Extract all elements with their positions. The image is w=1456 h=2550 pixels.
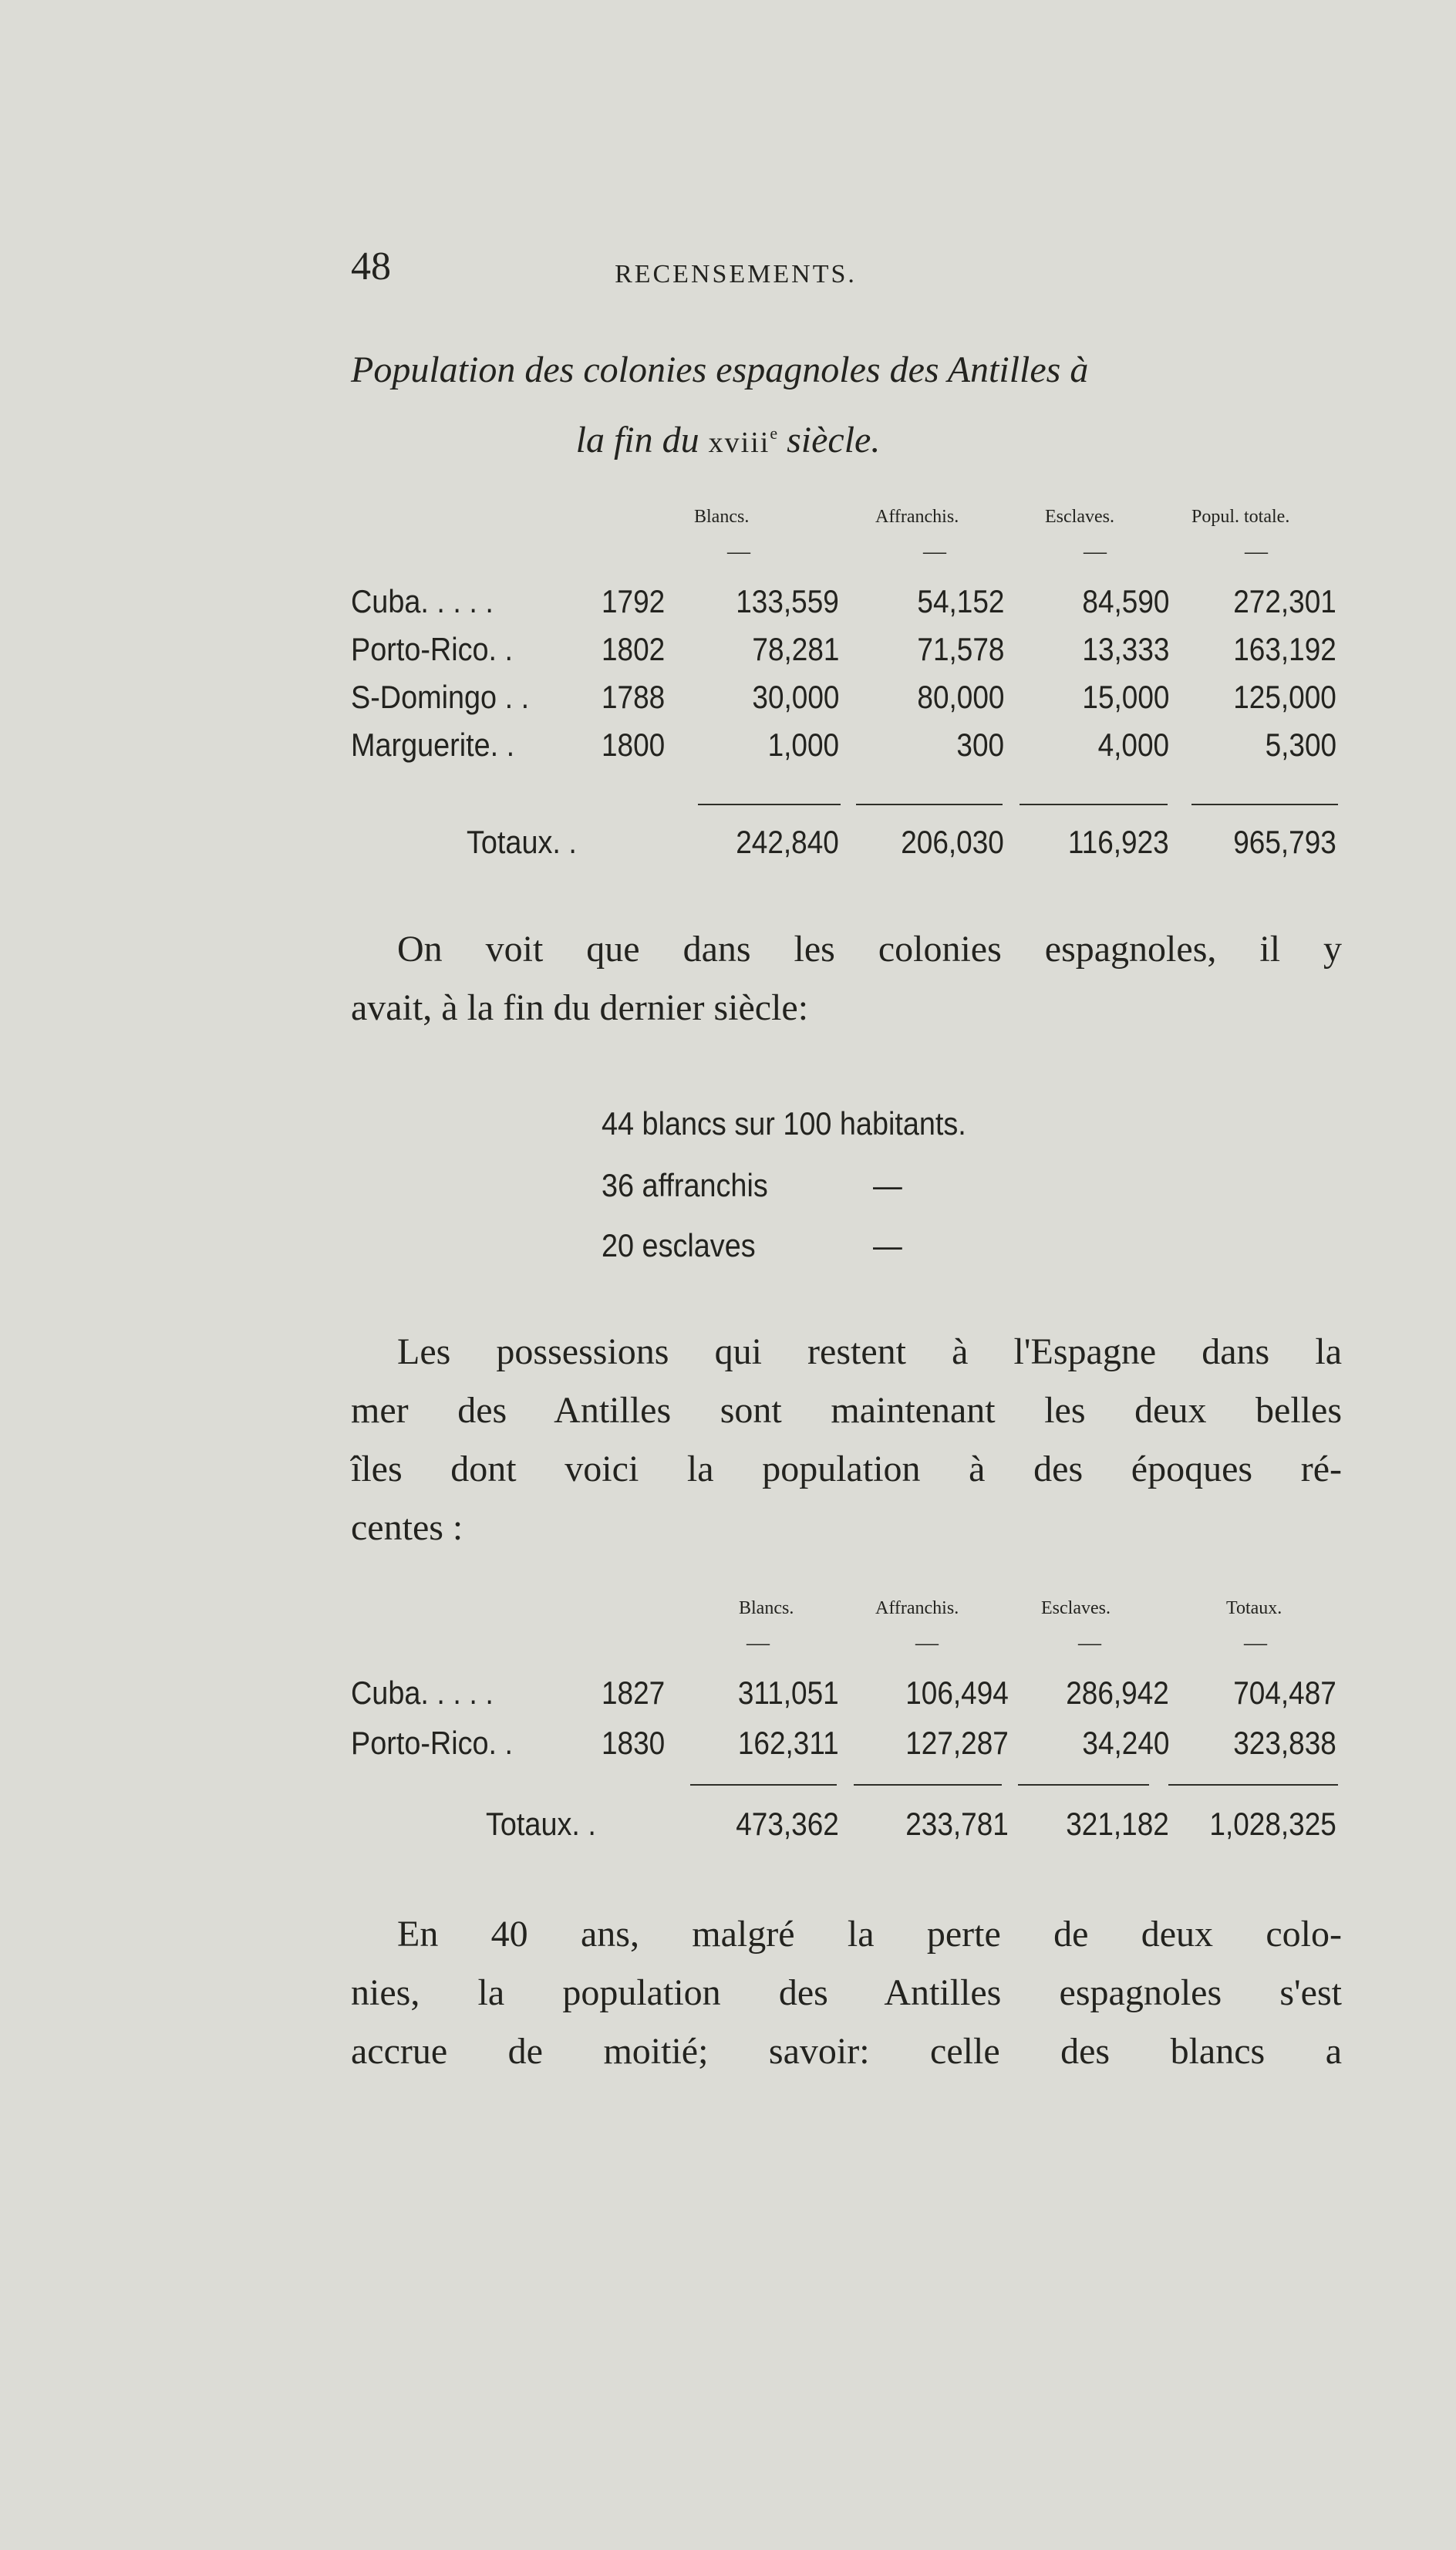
total-blancs: 473,362: [736, 1806, 839, 1842]
total-rule: [1018, 1784, 1149, 1786]
row-year: 1830: [602, 1725, 666, 1761]
cell-affranchis: 106,494: [905, 1675, 1009, 1711]
row-name: Cuba. . . . .: [351, 583, 494, 619]
t1-col-dash: —: [923, 538, 946, 564]
row-name: Porto-Rico. .: [351, 631, 514, 667]
total-blancs: 242,840: [736, 824, 839, 860]
table1-title-line2: la fin du xviii$^e$ siècle.: [575, 420, 881, 460]
list-dash: —: [873, 1227, 902, 1263]
cell-affranchis: 71,578: [916, 631, 1004, 667]
cell-esclaves: 4,000: [1097, 727, 1169, 763]
t2-col-affranchis: Affranchis.: [875, 1598, 959, 1618]
paragraph-2: [351, 1323, 1342, 1557]
cell-blancs: 1,000: [767, 727, 839, 763]
cell-total: 163,192: [1233, 631, 1336, 667]
t1-col-dash: —: [1084, 538, 1107, 564]
paragraph-3: [351, 1905, 1342, 2081]
t2-col-esclaves: Esclaves.: [1041, 1598, 1111, 1618]
cell-esclaves: 34,240: [1081, 1725, 1169, 1761]
cell-affranchis: 54,152: [916, 583, 1004, 619]
text-line: accrue de moitié; savoir: celle des blancs a: [351, 2031, 1342, 2072]
list-item: 20 esclaves: [602, 1227, 756, 1263]
list-dash: —: [873, 1167, 902, 1203]
total-rule: [1020, 804, 1168, 805]
row-name: Cuba. . . . .: [351, 1675, 494, 1711]
totals-label: Totaux. .: [486, 1806, 596, 1842]
total-total: 1,028,325: [1209, 1806, 1336, 1842]
total-rule: [690, 1784, 837, 1786]
row-year: 1800: [602, 727, 666, 763]
row-year: 1792: [602, 583, 666, 619]
text-line: mer des Antilles sont maintenant les deux belles: [351, 1390, 1342, 1431]
cell-blancs: 311,051: [738, 1675, 839, 1711]
t1-col-dash: —: [1245, 538, 1268, 564]
cell-blancs: 162,311: [738, 1725, 839, 1761]
t1-col-dash: —: [727, 538, 750, 564]
t1-col-popul-totale: Popul. totale.: [1191, 507, 1290, 527]
total-rule: [856, 804, 1003, 805]
t2-col-dash: —: [915, 1630, 939, 1655]
cell-blancs: 78,281: [751, 631, 839, 667]
cell-esclaves: 13,333: [1081, 631, 1169, 667]
total-rule: [854, 1784, 1002, 1786]
t1-col-blancs: Blancs.: [694, 507, 750, 527]
t2-col-blancs: Blancs.: [739, 1598, 794, 1618]
list-item: 44 blancs sur 100 habitants.: [602, 1105, 966, 1142]
total-esclaves: 321,182: [1066, 1806, 1169, 1842]
cell-affranchis: 80,000: [916, 679, 1004, 715]
total-total: 965,793: [1233, 824, 1336, 860]
row-name: S-Domingo . .: [351, 679, 530, 715]
text-line: avait, à la fin du dernier siècle:: [351, 987, 809, 1028]
cell-total: 272,301: [1233, 583, 1336, 619]
cell-esclaves: 286,942: [1066, 1675, 1169, 1711]
t2-col-dash: —: [747, 1630, 770, 1655]
t2-col-totaux: Totaux.: [1226, 1598, 1282, 1618]
cell-total: 704,487: [1233, 1675, 1336, 1711]
cell-esclaves: 84,590: [1081, 583, 1169, 619]
running-head: RECENSEMENTS.: [615, 260, 857, 288]
cell-total: 125,000: [1233, 679, 1336, 715]
total-rule: [698, 804, 841, 805]
row-year: 1827: [602, 1675, 666, 1711]
total-esclaves: 116,923: [1068, 824, 1169, 860]
text-line: En 40 ans, malgré la perte de deux colo-: [397, 1914, 1342, 1955]
page-number: 48: [351, 245, 391, 288]
text-line: On voit que dans les colonies espagnoles, il y: [397, 929, 1342, 970]
total-affranchis: 206,030: [901, 824, 1004, 860]
text-line: Les possessions qui restent à l'Espagne dans la: [397, 1331, 1342, 1372]
cell-total: 323,838: [1233, 1725, 1336, 1761]
text-line: centes :: [351, 1507, 463, 1548]
t1-col-esclaves: Esclaves.: [1045, 507, 1114, 527]
t2-col-dash: —: [1078, 1630, 1101, 1655]
cell-blancs: 133,559: [736, 583, 839, 619]
cell-blancs: 30,000: [751, 679, 839, 715]
row-year: 1802: [602, 631, 666, 667]
t2-col-dash: —: [1244, 1630, 1267, 1655]
totals-label: Totaux. .: [467, 824, 577, 860]
paragraph-1: [351, 920, 1342, 1037]
total-rule: [1191, 804, 1338, 805]
cell-affranchis: 127,287: [905, 1725, 1009, 1761]
total-affranchis: 233,781: [905, 1806, 1009, 1842]
row-name: Porto-Rico. .: [351, 1725, 514, 1761]
row-name: Marguerite. .: [351, 727, 515, 763]
list-item: 36 affranchis: [602, 1167, 768, 1203]
cell-affranchis: 300: [956, 727, 1004, 763]
cell-esclaves: 15,000: [1081, 679, 1169, 715]
row-year: 1788: [602, 679, 666, 715]
text-line: nies, la population des Antilles espagnoles s'est: [351, 1972, 1342, 2013]
total-rule: [1168, 1784, 1338, 1786]
table1-title-line1: Population des colonies espagnoles des Antilles à: [351, 349, 1089, 390]
t1-col-affranchis: Affranchis.: [875, 507, 959, 527]
cell-total: 5,300: [1265, 727, 1336, 763]
text-line: îles dont voici la population à des époques ré-: [351, 1449, 1342, 1489]
